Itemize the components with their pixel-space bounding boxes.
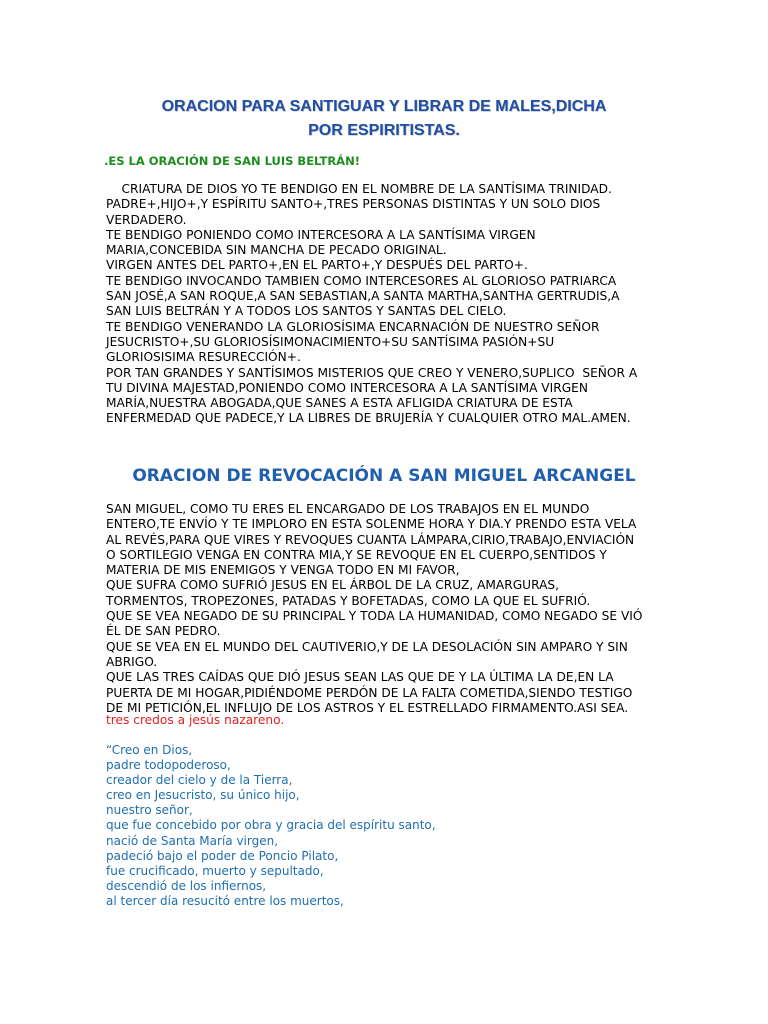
prayer-2-line: O SORTILEGIO VENGA EN CONTRA MIA,Y SE REVOQUE EN EL CUERPO,SENTIDOS Y (106, 547, 607, 562)
prayer-1-line: TE BENDIGO VENERANDO LA GLORIOSÍSIMA ENCARNACIÓN DE NUESTRO SEÑOR (106, 319, 600, 334)
creed-line: nació de Santa María virgen, (106, 833, 279, 848)
prayer-1-line: CRIATURA DE DIOS YO TE BENDIGO EN EL NOMBRE DE LA SANTÍSIMA TRINIDAD. (106, 182, 612, 196)
prayer-2-line: ÉL DE SAN PEDRO. (106, 624, 221, 639)
prayer-1-line: GLORIOSISIMA RESURECCIÓN+. (106, 350, 301, 365)
prayer-1-line: SAN LUIS BELTRÁN Y A TODOS LOS SANTOS Y SANTAS DEL CIELO. (106, 304, 507, 319)
creed-line: creo en Jesucristo, su único hijo, (106, 788, 300, 803)
prayer-2-line: QUE LAS TRES CAÍDAS QUE DIÓ JESUS SEAN LAS QUE DE Y LA ÚLTIMA LA DE,EN LA (106, 670, 614, 685)
subtitle: .ES LA ORACIÓN DE SAN LUIS BELTRÁN! (104, 154, 360, 168)
prayer-1-line: PADRE+,HIJO+,Y ESPÍRITU SANTO+,TRES PERSONAS DISTINTAS Y UN SOLO DIOS (106, 197, 601, 212)
creed-line: descendió de los infiernos, (106, 878, 267, 893)
prayer-1-line: JESUCRISTO+,SU GLORIOSÍSIMONACIMIENTO+SU SANTÍSIMA PASIÓN+SU (106, 334, 555, 349)
creed-line: “Creo en Dios, (106, 743, 193, 757)
prayer-2-line: ABRIGO. (106, 654, 158, 669)
creed-line: que fue concebido por obra y gracia del espíritu santo, (106, 818, 436, 833)
section-title: ORACION DE REVOCACIÓN A SAN MIGUEL ARCANGEL (132, 466, 636, 486)
prayer-2-line: MATERIA DE MIS ENEMIGOS Y VENGA TODO EN MI FAVOR, (106, 563, 460, 578)
creed-line: fue crucificado, muerto y sepultado, (106, 863, 324, 878)
red-note: tres credos a jesús nazareno. (106, 713, 285, 727)
prayer-2-line: PUERTA DE MI HOGAR,PIDIÉNDOME PERDÓN DE LA FALTA COMETIDA,SIENDO TESTIGO (106, 685, 633, 700)
prayer-1-line: TE BENDIGO INVOCANDO TAMBIEN COMO INTERCESORES AL GLORIOSO PATRIARCA (106, 273, 617, 288)
prayer-1-line: TU DIVINA MAJESTAD,PONIENDO COMO INTERCESORA A LA SANTÍSIMA VIRGEN (106, 380, 588, 395)
page-title-line-1: ORACION PARA SANTIGUAR Y LIBRAR DE MALES,DICHA (161, 98, 607, 115)
creed-body (106, 743, 436, 909)
prayer-1-line: MARÍA,NUESTRA ABOGADA,QUE SANES A ESTA AFLIGIDA CRIATURA DE ESTA (106, 396, 573, 411)
prayer-2-line: AL REVÉS,PARA QUE VIRES Y REVOQUES CUANTA LÁMPARA,CIRIO,TRABAJO,ENVIACIÓN (106, 532, 635, 547)
page-title-line-2: POR ESPIRITISTAS. (308, 122, 460, 139)
prayer-2-line: DE MI PETICIÓN,EL INFLUJO DE LOS ASTROS Y EL ESTRELLADO FIRMAMENTO.ASI SEA. (106, 700, 629, 715)
prayer-2-line: TORMENTOS, TROPEZONES, PATADAS Y BOFETADAS, COMO LA QUE EL SUFRIÓ. (106, 593, 591, 608)
prayer-2-line: SAN MIGUEL, COMO TU ERES EL ENCARGADO DE LOS TRABAJOS EN EL MUNDO (106, 502, 590, 516)
prayer-1-line: ENFERMEDAD QUE PADECE,Y LA LIBRES DE BRUJERÍA Y CUALQUIER OTRO MAL.AMEN. (106, 411, 631, 426)
creed-line: creador del cielo y de la Tierra, (106, 773, 293, 788)
prayer-2-line: QUE SE VEA NEGADO DE SU PRINCIPAL Y TODA LA HUMANIDAD, COMO NEGADO SE VIÓ (106, 609, 643, 624)
prayer-1-body (106, 182, 666, 427)
prayer-2-body (106, 502, 666, 716)
prayer-1-line: VERDADERO. (106, 212, 187, 227)
prayer-2-line: QUE SUFRA COMO SUFRIÓ JESUS EN EL ÁRBOL DE LA CRUZ, AMARGURAS, (106, 578, 560, 593)
prayer-1-line: TE BENDIGO PONIENDO COMO INTERCESORA A LA SANTÍSIMA VIRGEN (106, 227, 536, 242)
page-title (0, 95, 768, 143)
prayer-1-line: VIRGEN ANTES DEL PARTO+,EN EL PARTO+,Y DESPUÉS DEL PARTO+. (106, 258, 528, 273)
creed-line: padeció bajo el poder de Poncio Pilato, (106, 848, 339, 863)
prayer-1-line: MARIA,CONCEBIDA SIN MANCHA DE PECADO ORIGINAL. (106, 243, 447, 258)
prayer-1-line: SAN JOSÉ,A SAN ROQUE,A SAN SEBASTIAN,A SANTA MARTHA,SANTHA GERTRUDIS,A (106, 289, 620, 304)
creed-line: nuestro señor, (106, 803, 193, 818)
creed-line: padre todopoderoso, (106, 758, 231, 773)
creed-line: al tercer día resucitó entre los muertos, (106, 893, 344, 908)
prayer-1-line: POR TAN GRANDES Y SANTÍSIMOS MISTERIOS QUE CREO Y VENERO,SUPLICO SEÑOR A (106, 365, 638, 380)
prayer-2-line: ENTERO,TE ENVÍO Y TE IMPLORO EN ESTA SOLENME HORA Y DIA.Y PRENDO ESTA VELA (106, 517, 637, 532)
prayer-2-line: QUE SE VEA EN EL MUNDO DEL CAUTIVERIO,Y DE LA DESOLACIÓN SIN AMPARO Y SIN (106, 639, 628, 654)
